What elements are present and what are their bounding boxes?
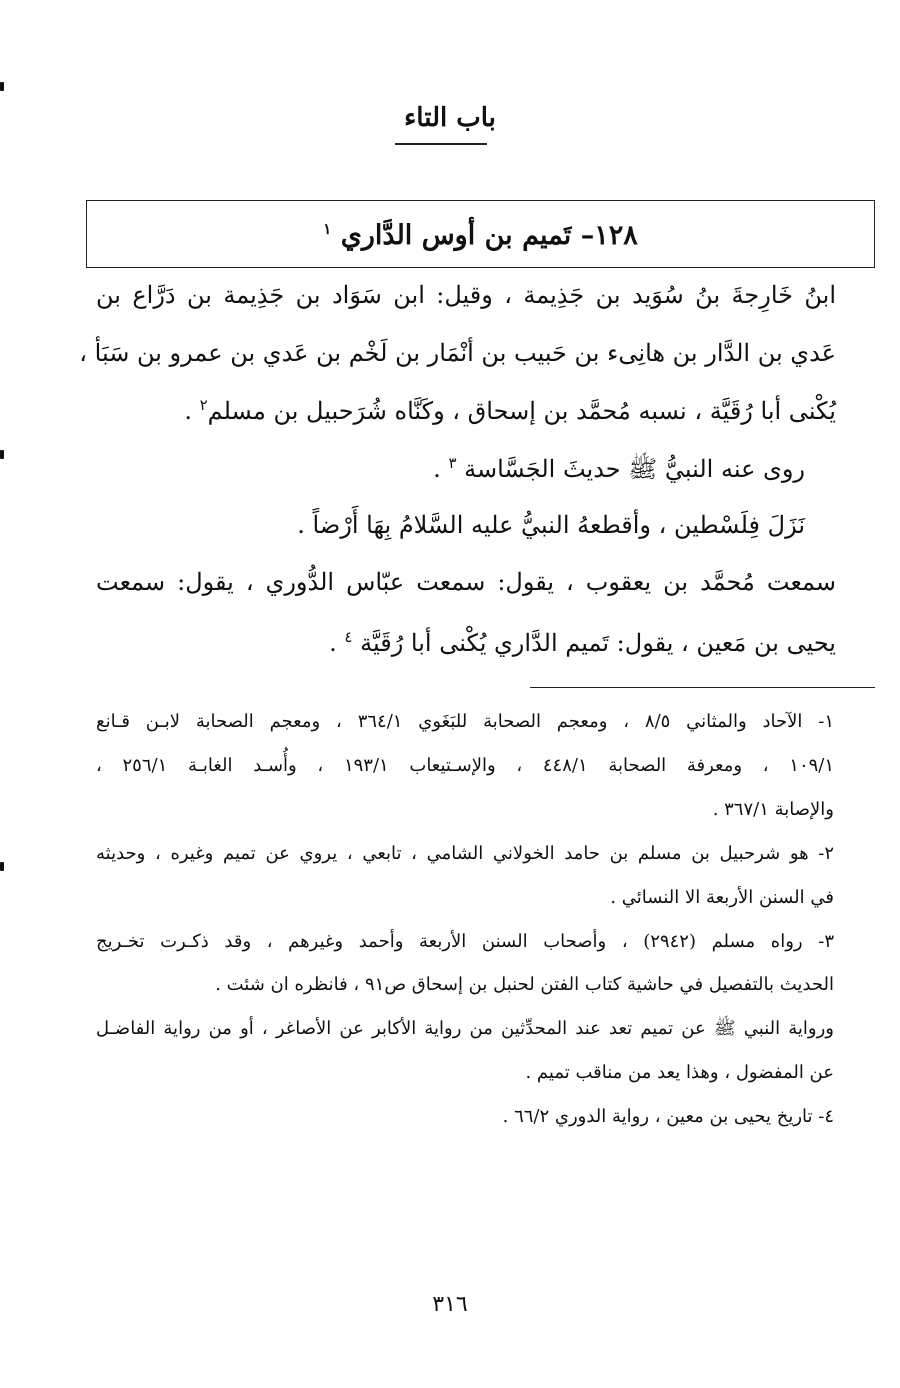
body-line-4-text: روى عنه النبيُّ ﷺ حديثَ الجَسَّاسة [464,455,805,483]
scan-edge-mark [0,82,4,91]
body-line-6: سمعت مُحمَّد بن يعقوب ، يقول: سمعت عبّاس الدُّوري ، يقول: سمعت [96,568,836,596]
body-line-3 [184,394,836,428]
footnote-3-line-3: ورواية النبي ﷺ عن تميم تعد عند المحدِّثين من رواية الأكابر عن الأصاغر ، أو من رواية الفاضـل [96,1018,834,1039]
footnote-3-line-2: الحديث بالتفصيل في حاشية كتاب الفتن لحنبل بن إسحاق ص٩١ ، فانظره ان شئت . [215,974,834,995]
footnote-marker-1: ١ [323,220,332,238]
footnote-marker-2: ٢ [199,396,208,414]
body-line-5: نَزَلَ فِلَسْطين ، وأقطعهُ النبيُّ عليه السَّلامُ بِهَا أَرْضاً . [297,511,805,539]
body-line-3-end: . [184,397,200,425]
body-line-7 [329,626,836,660]
footnote-1-line-2: ١٠٩/١ ، ومعرفة الصحابة ٤٤٨/١ ، والإسـتيعاب ١٩٣/١ ، وأُسـد الغابـة ٢٥٦/١ ، [96,755,835,776]
entry-title-text: ١٢٨– تَميم بن أوس الدَّاري [340,220,638,251]
footnote-1-line-1: ١- الآحاد والمثاني ٨/٥ ، ومعجم الصحابة للبَغَوي ٣٦٤/١ ، ومعجم الصحابة لابـن قـانع [96,711,834,732]
body-line-1: ابنُ خَارِجةَ بنُ سُوَيد بن جَذِيمة ، وقيل: ابن سَوَاد بن جَذِيمة بن دَرَّاع بن [96,281,836,309]
body-line-7-end: . [329,629,345,657]
chapter-title-underline [395,143,487,145]
chapter-title: باب التاء [404,103,496,133]
page-number: ٣١٦ [432,1292,468,1317]
body-line-2: عَدي بن الدَّار بن هانِىء بن حَبيب بن أنْمَار بن لَخْم بن عَدي بن عمرو بن سَبَأ ، [79,339,836,367]
body-line-4 [433,452,805,486]
footnote-marker-4: ٤ [344,628,353,646]
scan-edge-mark [0,862,4,871]
entry-title [86,217,875,255]
scan-edge-mark [0,450,4,459]
footnote-marker-3: ٣ [448,454,457,472]
footnote-3-line-4: عن المفضول ، وهذا يعد من مناقب تميم . [525,1062,834,1083]
body-line-4-end: . [433,455,449,483]
body-line-7-text: يحيى بن مَعين ، يقول: تَميم الدَّاري يُكْنى أبا رُقَيَّة [360,629,836,657]
body-line-3-text: يُكْنى أبا رُقَيَّة ، نسبه مُحمَّد بن إسحاق ، وكَنَّاه شُرَحبيل بن مسلم [207,397,836,425]
footnote-3-line-1: ٣- رواه مسلم (٢٩٤٢) ، وأصحاب السنن الأربعة وأحمد وغيرهم ، وقد ذكـرت تخـريج [96,931,834,952]
footnote-4-line-1: ٤- تاريخ يحيى بن معين ، رواية الدوري ٦٦/٢ . [502,1106,834,1127]
footnote-separator [530,687,875,688]
footnote-2-line-1: ٢- هو شرحبيل بن مسلم بن حامد الخولاني الشامي ، تابعي ، يروي عن تميم وغيره ، وحديثه [96,843,834,864]
footnote-1-line-3: والإصابة ٣٦٧/١ . [712,799,834,820]
footnote-2-line-2: في السنن الأربعة الا النسائي . [610,887,834,908]
